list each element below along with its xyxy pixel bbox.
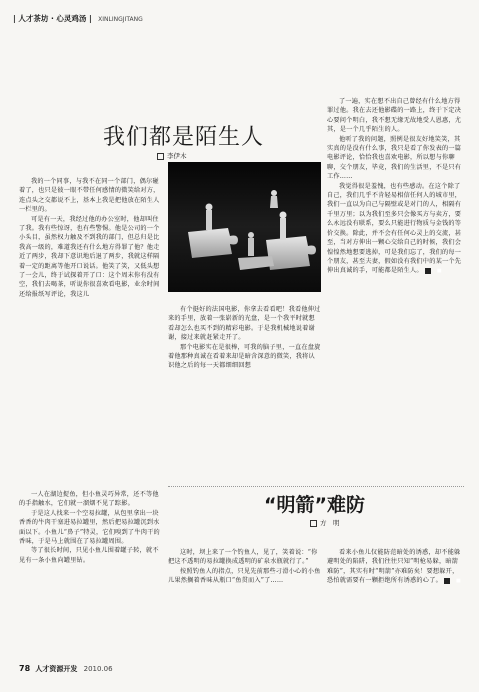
paragraph: 等了很长时间，只见小鱼儿围着罐子转，就不见有一条小鱼向罐里钻。 — [19, 547, 159, 564]
paragraph-text: 看来小鱼儿仅能防范暗处的诱惑，却不能躲避明处的陷阱，我们往往只知“明枪易躲，暗箭难防”，其实有时“明箭”亦难防矣！要想躲开，恐怕就需要有一颗拒绝所有诱惑的心了。 — [327, 549, 461, 585]
paragraph: 可是有一天，我经过他的办公室时，他却叫住了我。我有些惊讶，也有些警惕。他是公司的一个小头目，虽然权力触及不到我的部门，但总归是比我高一级的，难道我还有什么地方得罪了他？他走近了两步，我却下意识地后退了两步，我就这样隔着一定的距离等他开口说话。他笑了笑，又低头想了一会儿，终于试探着开了口：这个周末你有没有空，我们去喝茶，听说你很喜欢看电影，业余时间还给报纸写评论，我这儿 — [19, 215, 160, 298]
paragraph: 他听了我的问题，照例是很友好地笑笑，其实真的是没有什么事，我只是看了你发表的一篇电影评论，恰恰我也喜欢电影，所以想与你聊聊，交个朋友，毕竟，我们的生活里，不是只有工作…… — [327, 135, 462, 181]
page-number: 78 — [19, 664, 31, 673]
article1-middle-column — [168, 305, 321, 371]
header-pinyin: XINLINGJITANG — [98, 16, 143, 23]
paragraph: 我的一个同事，与我不在同一个部门，偶尔碰着了，也只是彼一眼不带任何感情的微笑给对方，连点头之交都说不上，基本上我是把他放在陌生人一栏里的。 — [19, 178, 160, 214]
article2-right-column — [327, 548, 464, 586]
magazine-name: 人才资源开发 — [35, 665, 78, 673]
header-column: | 人才茶坊 · 心灵鸡汤 | — [13, 14, 92, 23]
article2-author — [310, 518, 340, 527]
paragraph: 那个电影实在是很棒，可我的脑子里，一直在盘旋着他那种真诚在看着来却是暗含深意的微笑，我将认识他之后的每一天都细细回想 — [168, 343, 321, 370]
paragraph: 这时，坝上来了一个钓鱼人，见了，笑着说：“你把这不透明的易拉罐换成透明的矿泉水瓶就行了。” — [168, 549, 318, 566]
paragraph: 于是这人找来一个空易拉罐，从包里拿出一块香香的牛肉干塞进易拉罐里，然后把易拉罐沉到水面以下。小鱼儿“鼻子”特灵，它们嗅到了牛肉干的香味，于是马上就围在了易拉罐周围。 — [19, 509, 160, 546]
end-mark-icon: ■ — [425, 268, 431, 274]
article2-left-column — [19, 490, 162, 565]
puzzle-chess-image — [168, 162, 321, 292]
paragraph: 按照钓鱼人的指点，只见先前那些刁滑小心的小鱼儿果然搁着香味从瓶口“鱼贯而入”了…… — [168, 567, 321, 585]
article2-middle-column — [168, 548, 321, 586]
issue-date: 2010.06 — [83, 665, 113, 673]
paragraph — [327, 548, 464, 586]
article1-left-column — [19, 177, 162, 299]
puzzle-chess-illustration — [168, 162, 321, 292]
paragraph-text: 我觉得很是羞愧，也有些感动。在这个除了自己，我们几乎不肯轻易相信任何人的城市里，我们一直以为自己与隔壁或是对门的人，相隔有千里万里；以为我们至多只会像买方与卖方，要么永远没有联系，要么只能进行物质与金钱的等价交换。除此，并不会有任何心灵上的交流，甚至，当对方伸出一颗心交给自己的时候，我们会惶惶然地想要逃掉，可是我们忘了，我们的每一个朋友，甚至夫妻，假如没有我们中的某一个先伸出真诚的手，可能都是陌生人。 — [327, 182, 462, 275]
paragraph: 有个挺好的法国电影，你拿去看看吧！我看他伸过来的手里，放着一张崭新的光盘，是一个我平时就想看却怎么也买不到的精彩电影。于是我机械地说着谢谢，接过来就赶紧走开了。 — [168, 306, 321, 342]
author-box-icon — [310, 520, 317, 527]
author-box-icon — [157, 153, 164, 160]
end-mark-icon: ■ — [444, 578, 450, 584]
paragraph — [327, 182, 464, 276]
article2-author-name: 方 明 — [320, 519, 340, 527]
paragraph: 一人在湖边捉鱼，但小鱼灵巧异常，还不等他的手指触水，它们就一溜烟不见了踪影。 — [19, 491, 159, 508]
article1-title: 我们都是陌生人 — [103, 125, 265, 150]
article2-title: “明箭”难防 — [264, 494, 365, 516]
article1-right-column — [327, 97, 464, 276]
paragraph: 了一遍，实在想不出自己曾经有什么地方得罪过他。我在去还他影碟的一路上，终于下定决心要问个明白，我不想无缘无故地受人恩惠，尤其，是一个几乎陌生的人。 — [327, 98, 462, 134]
page-footer — [19, 664, 113, 674]
article1-author-name: 李伊木 — [167, 152, 187, 160]
article-divider — [168, 486, 464, 487]
article1-author — [157, 151, 187, 160]
running-header — [13, 13, 143, 24]
